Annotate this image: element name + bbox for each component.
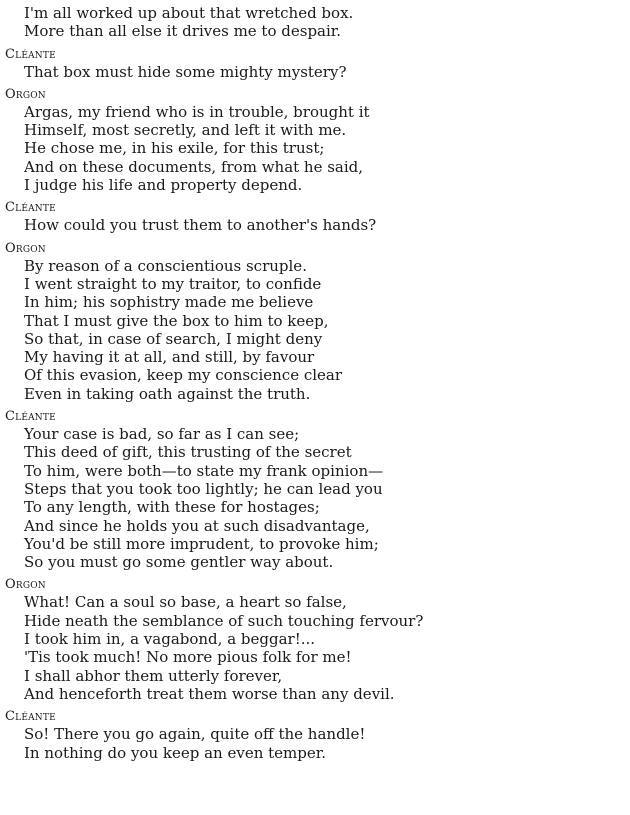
- verse-line: So that, in case of search, I might deny: [24, 329, 323, 348]
- verse-line: I took him in, a vagabond, a beggar!...: [24, 630, 316, 649]
- speaker-name: Orgon: [5, 577, 46, 593]
- verse-line: He chose me, in his exile, for this trust;: [24, 139, 325, 158]
- verse-line: In him; his sophistry made me believe: [24, 293, 314, 312]
- speaker-name: Cléante: [5, 709, 56, 725]
- verse-line: To him, were both—to state my frank opinion—: [24, 461, 384, 480]
- verse-line: I judge his life and property depend.: [24, 176, 303, 195]
- verse-line: And henceforth treat them worse than any devil.: [24, 684, 395, 703]
- verse-line: You'd be still more imprudent, to provoke him;: [24, 534, 379, 553]
- verse-line: In nothing do you keep an even temper.: [24, 743, 327, 762]
- verse-line: How could you trust them to another's hands?: [24, 216, 377, 235]
- verse-line: Himself, most secretly, and left it with me.: [24, 121, 347, 140]
- verse-line: I shall abhor them utterly forever,: [24, 666, 283, 685]
- dialogue-block: [0, 87, 630, 194]
- verse-line: By reason of a conscientious scruple.: [24, 256, 307, 275]
- speaker-name: Cléante: [5, 200, 56, 216]
- verse-line: And on these documents, from what he said,: [24, 157, 364, 176]
- verse-line: Argas, my friend who is in trouble, brought it: [24, 102, 370, 121]
- verse-line: So you must go some gentler way about.: [24, 553, 334, 572]
- speaker-name: Cléante: [5, 46, 56, 62]
- verse-line: That I must give the box to him to keep,: [24, 311, 329, 330]
- dialogue-block: [0, 409, 630, 571]
- verse-line: I went straight to my traitor, to confide: [24, 274, 322, 293]
- verse-line: More than all else it drives me to despair.: [24, 22, 342, 41]
- dialogue-block: [0, 47, 630, 81]
- verse-line: What! Can a soul so base, a heart so false,: [24, 593, 347, 612]
- verse-line: 'Tis took much! No more pious folk for me!: [24, 648, 352, 667]
- verse-line: Your case is bad, so far as I can see;: [24, 425, 300, 444]
- play-page: [0, 4, 630, 762]
- speaker-name: Orgon: [5, 86, 46, 102]
- verse-line: Steps that you took too lightly; he can lead you: [24, 479, 383, 498]
- verse-line: This deed of gift, this trusting of the secret: [24, 443, 352, 462]
- verse-line: Of this evasion, keep my conscience clear: [24, 366, 343, 385]
- verse-line: That box must hide some mighty mystery?: [24, 62, 347, 81]
- dialogue-block: [0, 200, 630, 234]
- dialogue-block: [0, 241, 630, 403]
- verse-line: Even in taking oath against the truth.: [24, 384, 311, 403]
- verse-line: Hide neath the semblance of such touching fervour?: [24, 611, 424, 630]
- speaker-name: Cléante: [5, 409, 56, 425]
- verse-line: So! There you go again, quite off the handle!: [24, 725, 366, 744]
- verse-line: I'm all worked up about that wretched box.: [24, 4, 354, 22]
- dialogue-block: [0, 709, 630, 762]
- dialogue-block: [0, 4, 630, 41]
- verse-line: And since he holds you at such disadvantage,: [24, 516, 370, 535]
- verse-line: To any length, with these for hostages;: [24, 498, 320, 517]
- speaker-name: Orgon: [5, 240, 46, 256]
- dialogue-block: [0, 577, 630, 703]
- verse-line: My having it at all, and still, by favour: [24, 348, 315, 367]
